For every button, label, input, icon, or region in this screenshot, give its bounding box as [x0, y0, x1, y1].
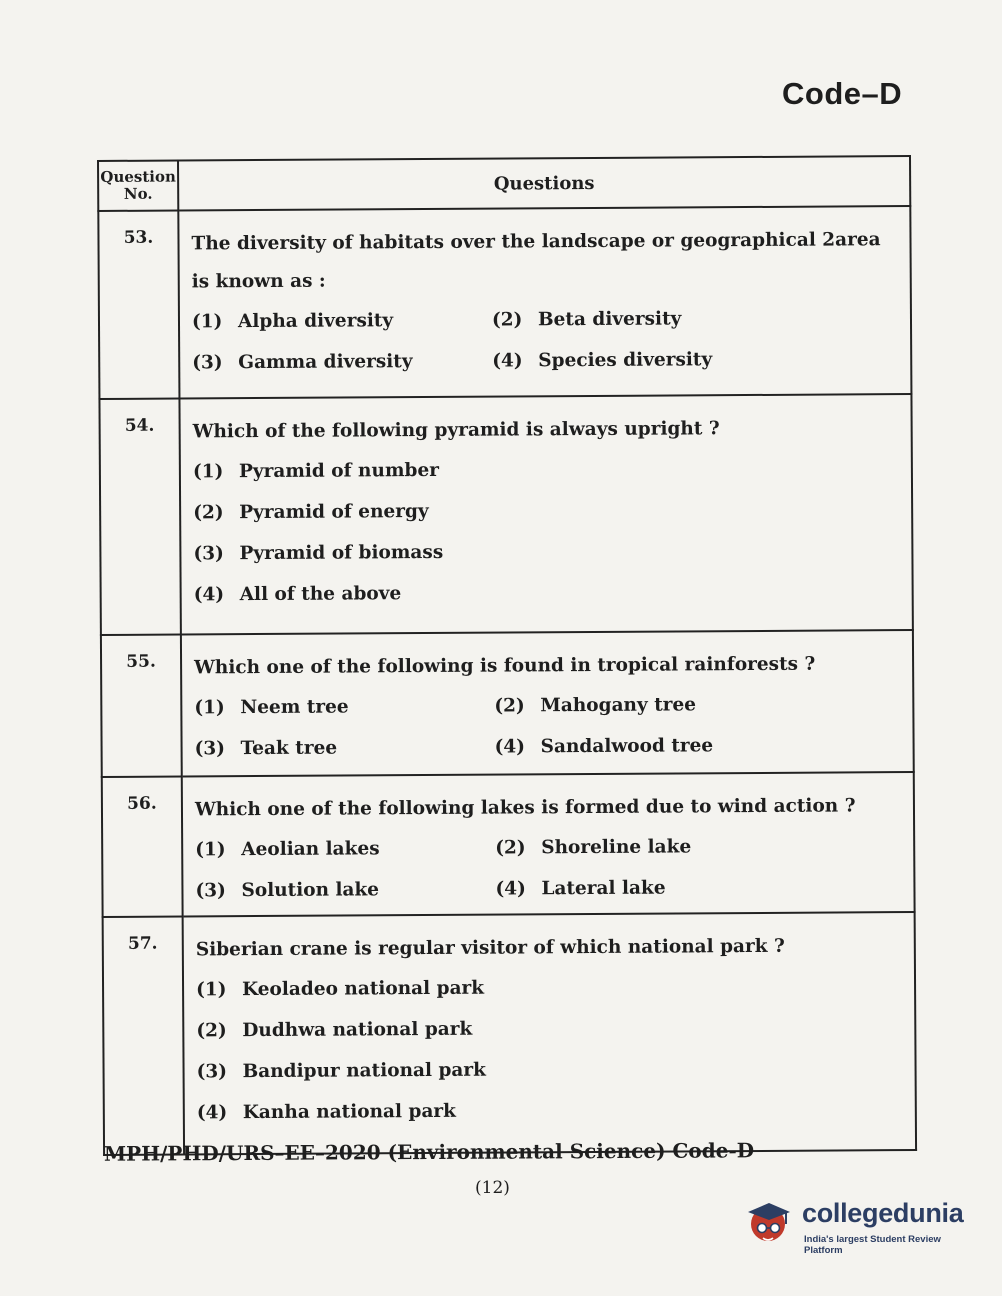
option: (1) Alpha diversity — [191, 310, 394, 333]
option: (1) Keoladeo national park — [196, 977, 485, 1001]
option: (3) Gamma diversity — [192, 351, 413, 374]
option: (1) Pyramid of number — [192, 459, 440, 483]
question-row — [103, 912, 916, 1155]
option: (4) Kanha national park — [196, 1100, 457, 1124]
header-questions: Questions — [178, 156, 910, 210]
question-cell — [183, 912, 916, 1154]
option: (3) Solution lake — [195, 879, 380, 902]
question-stem: Which one of the following lakes is formed due to wind action ? — [194, 795, 856, 821]
question-number: 53. — [98, 211, 179, 399]
header-question-no: Question No. — [98, 161, 178, 211]
option: (2) Dudhwa national park — [196, 1018, 473, 1042]
question-stem: Which of the following pyramid is always upright ? — [192, 418, 720, 443]
brand-name: collegedunia — [802, 1198, 964, 1228]
option: (3) Bandipur national park — [196, 1059, 486, 1083]
option: (4) Sandalwood tree — [494, 735, 714, 758]
question-cell — [178, 206, 911, 398]
question-number: 55. — [101, 634, 182, 776]
option: (2) Beta diversity — [491, 308, 682, 331]
option-grid — [195, 825, 903, 911]
table-header-row — [98, 156, 910, 211]
question-stem: Which one of the following is found in tropical rainforests ? — [194, 653, 816, 679]
option-grid — [194, 683, 902, 769]
question-stem: The diversity of habitats over the landscape or geographical 2area is known as : — [191, 229, 881, 293]
question-row — [102, 772, 915, 917]
option: (4) Species diversity — [492, 349, 713, 372]
question-number: 54. — [99, 399, 180, 635]
option-list — [193, 447, 902, 615]
question-number: 57. — [103, 916, 184, 1154]
option: (1) Neem tree — [194, 696, 349, 719]
footer-paper-title: MPH/PHD/URS–EE–2020 (Environmental Science) Code-D — [103, 1138, 755, 1166]
option: (4) Lateral lake — [495, 877, 666, 900]
graduate-logo-icon — [742, 1194, 798, 1250]
brand-tagline: India's largest Student Review Platform — [804, 1234, 941, 1256]
paper-code: Code–D — [782, 76, 903, 111]
question-number: 56. — [102, 776, 183, 916]
question-cell — [182, 772, 915, 916]
option-list — [196, 965, 905, 1133]
question-cell — [179, 394, 912, 634]
question-row — [98, 206, 911, 399]
question-row — [101, 630, 914, 777]
option: (1) Aeolian lakes — [195, 838, 380, 861]
question-table — [97, 155, 917, 1156]
option: (3) Teak tree — [194, 737, 338, 760]
option: (4) All of the above — [193, 583, 402, 606]
page-number: (12) — [475, 1178, 510, 1198]
question-stem: Siberian crane is regular visitor of which national park ? — [195, 935, 785, 961]
option: (3) Pyramid of biomass — [193, 541, 444, 565]
option: (2) Shoreline lake — [495, 836, 692, 859]
collegedunia-watermark — [742, 1194, 974, 1254]
option-grid — [192, 297, 900, 383]
option: (2) Pyramid of energy — [193, 500, 429, 524]
question-cell — [181, 630, 914, 776]
option: (2) Mahogany tree — [494, 694, 697, 717]
question-row — [99, 394, 912, 635]
